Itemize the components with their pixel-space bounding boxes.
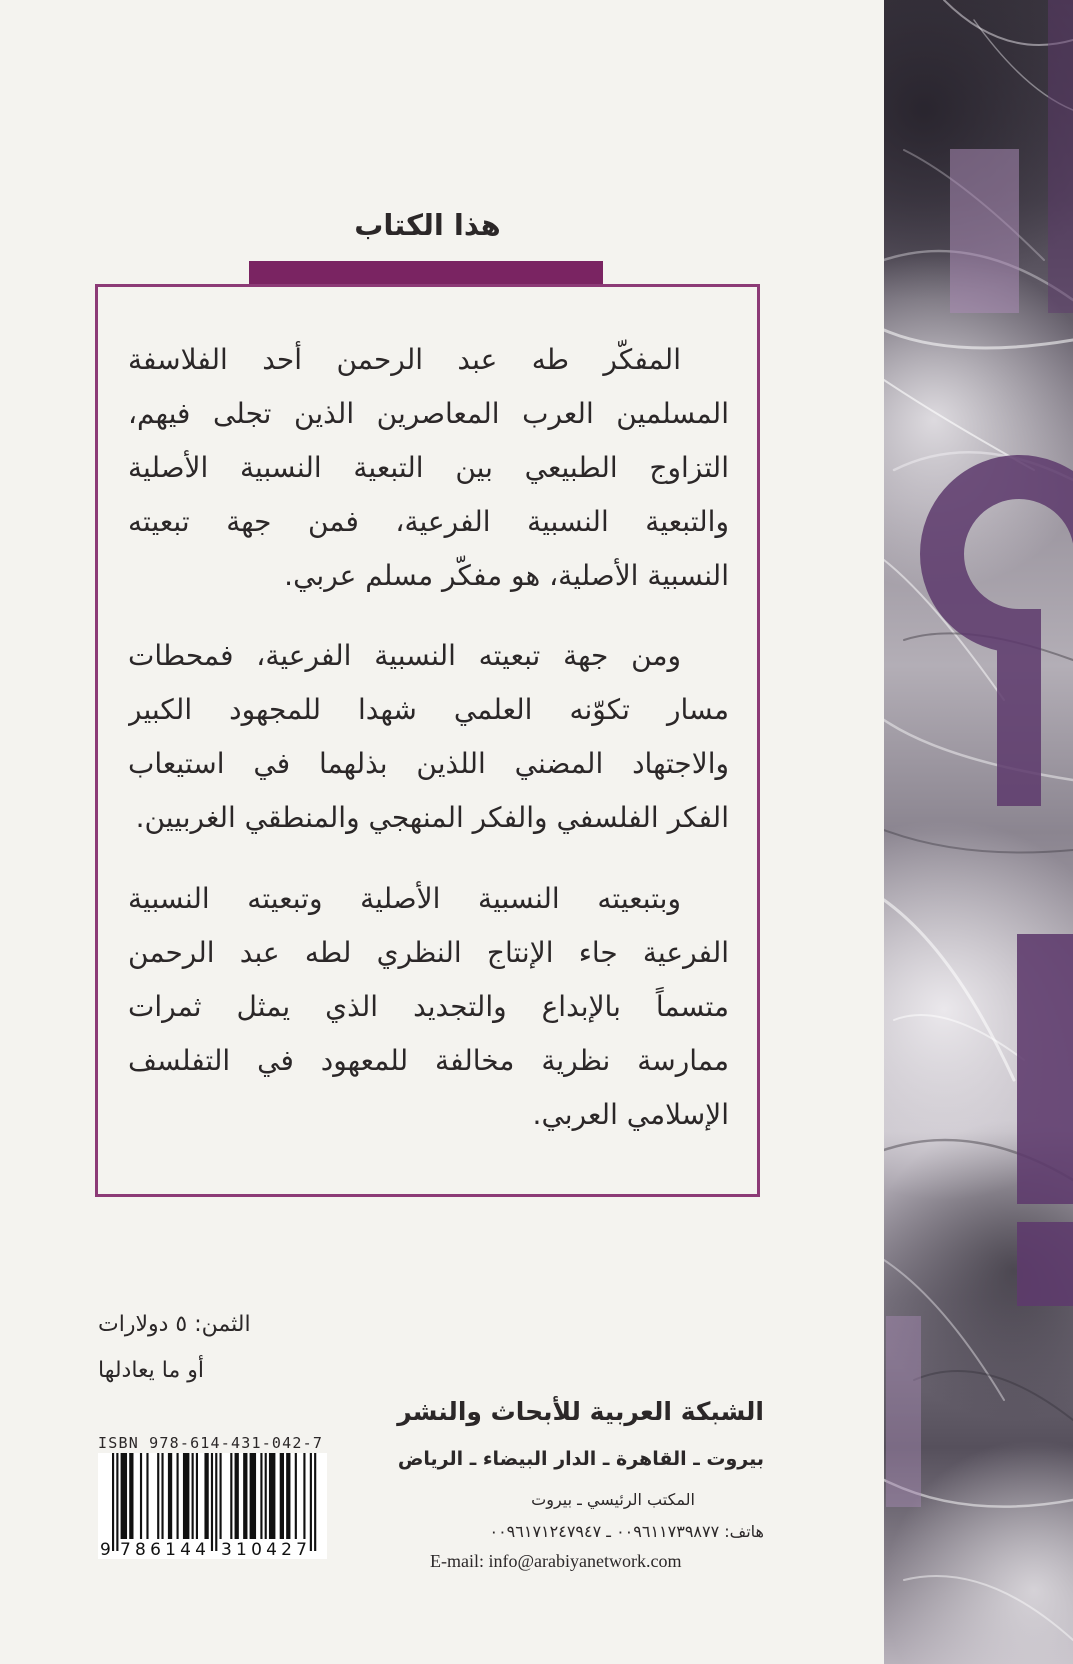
barcode-bar [280,1453,284,1539]
blurb-line: والتبعية النسبية الفرعية، فمن جهة تبعيته [128,505,729,538]
blurb-line: التزاوج الطبيعي بين التبعية النسبية الأصلية [128,451,729,484]
barcode-bar [204,1453,208,1539]
barcode-right-digits: 310427 [221,1540,307,1559]
barcode-bar [220,1453,222,1539]
blurb-paragraph [128,872,729,1142]
blurb-line: متسماً بالإبداع والتجديد الذي يمثل ثمرات [128,990,729,1023]
price-label: الثمن: ٥ دولارات [98,1312,251,1337]
blurb-heading: هذا الكتاب [354,208,501,242]
barcode-guard-bar [314,1453,316,1551]
barcode-bar [177,1453,179,1539]
publisher-phone: هاتف: ٠٠٩٦١١٧٣٩٨٧٧ ـ ٠٠٩٦١٧١٢٤٧٩٤٧ [489,1522,764,1541]
barcode-bar [192,1453,194,1539]
barcode-guard-bar [112,1453,114,1551]
barcode-guard-bar [310,1453,312,1551]
price-equivalent: أو ما يعادلها [98,1358,204,1383]
barcode-bar [146,1453,148,1539]
barcode-bar [243,1453,247,1539]
exclamation-bar-shape [1017,934,1073,1204]
barcode-guard-bar [211,1453,213,1551]
barcode-bar [235,1453,239,1539]
blurb-line: النسبية الأصلية، هو مفكّر مسلم عربي. [284,559,729,592]
barcode-bar [196,1453,198,1539]
publisher-cities: بيروت ـ القاهرة ـ الدار البيضاء ـ الرياض [397,1448,764,1470]
lilac-bar-shape [950,149,1019,313]
publisher-email[interactable]: E-mail: info@arabiyanetwork.com [430,1551,682,1571]
blurb-line: المفكّر طه عبد الرحمن أحد الفلاسفة [128,343,681,376]
barcode-bar [157,1453,159,1539]
publisher-office: المكتب الرئيسي ـ بيروت [531,1490,695,1509]
publisher-name: الشبكة العربية للأبحاث والنشر [397,1397,764,1426]
barcode-bar [303,1453,305,1539]
barcode-bar [269,1453,275,1539]
barcode-guard-bar [215,1453,217,1551]
barcode-guard-bar [116,1453,118,1551]
blurb-line: ومن جهة تبعيته النسبية الفرعية، فمحطات [128,639,681,672]
exclamation-dot-shape [1017,1222,1073,1306]
blurb-paragraph [128,629,729,845]
barcode-bar [168,1453,172,1539]
barcode-bar [121,1453,127,1539]
barcode [98,1453,327,1559]
blurb-paragraph [128,333,729,603]
barcode-bar [161,1453,163,1539]
barcode-left-digits: 786144 [120,1540,206,1559]
blurb-line: والاجتهاد المضني اللذين بذلهما في استيعاب [128,747,729,780]
blurb-line: وبتبعيته النسبية الأصلية وتبعيته النسبية [128,882,681,915]
blurb-frame [95,284,760,1197]
barcode-lead-digit: 9 [100,1540,111,1559]
barcode-bar [183,1453,189,1539]
barcode-bar [129,1453,133,1539]
barcode-bar [295,1453,297,1539]
blurb-line: مسار تكوّنه العلمي شهدا للمجهود الكبير [128,693,729,726]
barcode-bar [250,1453,256,1539]
purple-bar-shape [1048,0,1073,313]
blurb-line: المسلمين العرب المعاصرين الذين تجلى فيهم، [128,397,729,430]
barcode-bar [286,1453,290,1539]
barcode-bar [260,1453,262,1539]
blurb-line: الإسلامي العربي. [532,1098,729,1131]
isbn-label: ISBN 978-614-431-042-7 [98,1434,324,1452]
barcode-bar [230,1453,232,1539]
blurb-line: ممارسة نظرية مخالفة للمعهود في التفلسف [128,1044,729,1077]
blurb-line: الفكر الفلسفي والفكر المنهجي والمنطقي الغربيين. [135,801,729,834]
blurb-line: الفرعية جاء الإنتاج النظري لطه عبد الرحمن [128,936,729,969]
barcode-bar [265,1453,267,1539]
lilac-exclamation-shape [886,1316,921,1507]
cover-art [884,0,1073,1664]
barcode-bar [140,1453,142,1539]
heading-accent-bar [249,261,603,284]
